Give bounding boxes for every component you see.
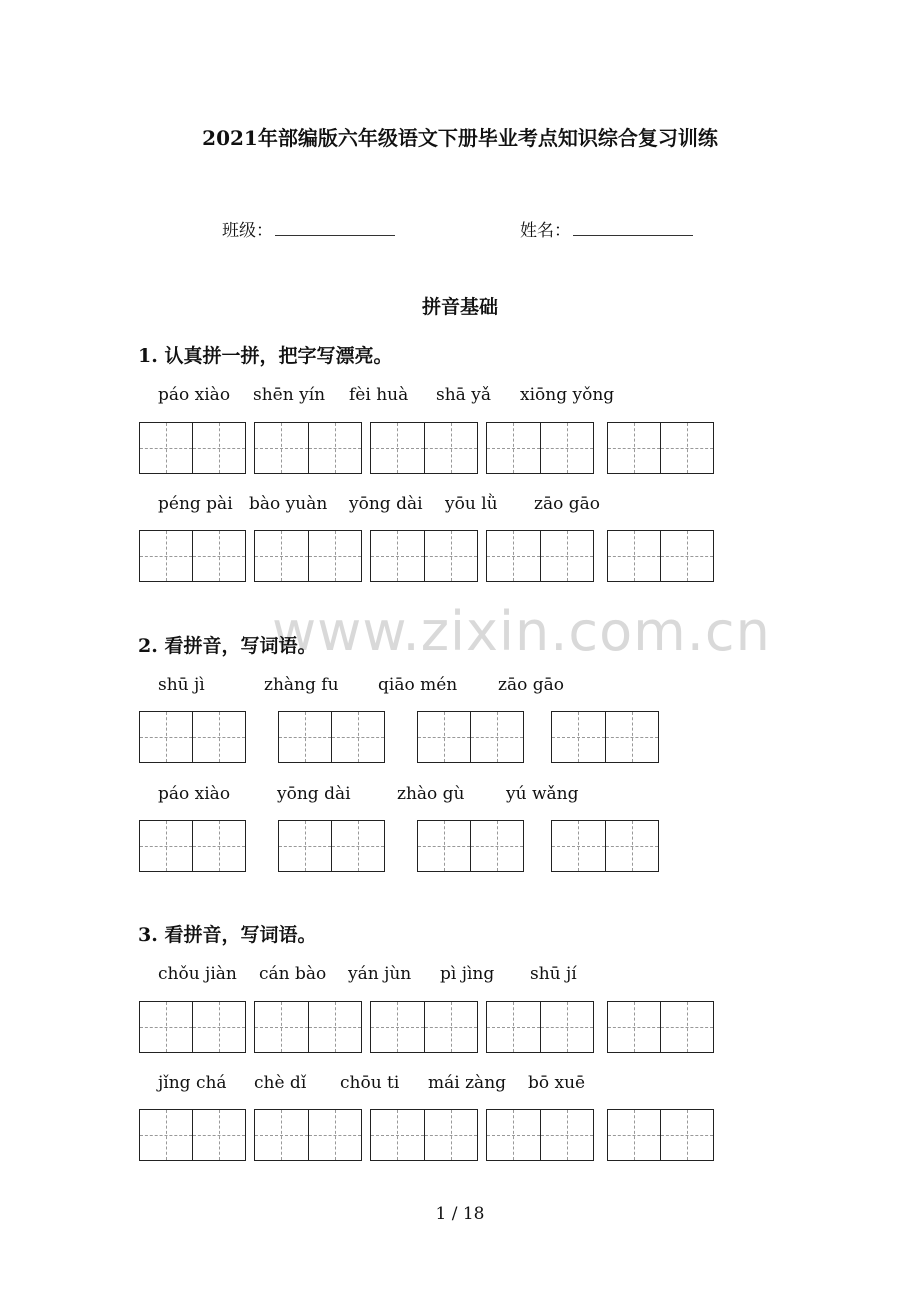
- name-label: 姓名：: [520, 221, 571, 241]
- writing-grid[interactable]: [607, 1109, 714, 1161]
- writing-grid[interactable]: [254, 530, 362, 582]
- writing-grid[interactable]: [254, 1109, 362, 1161]
- writing-grid[interactable]: [254, 1001, 362, 1053]
- pinyin-label: zāo gāo: [534, 494, 600, 514]
- pinyin-label: shū jí: [530, 964, 577, 984]
- writing-grid[interactable]: [417, 711, 524, 763]
- pinyin-label: shā yǎ: [436, 385, 491, 405]
- pinyin-label: jǐng chá: [158, 1073, 227, 1093]
- writing-grid[interactable]: [370, 1109, 478, 1161]
- pinyin-label: zāo gāo: [498, 675, 564, 695]
- pinyin-label: péng pài: [158, 494, 233, 514]
- class-label: 班级：: [222, 221, 273, 241]
- question-3-heading: 3. 看拼音，写词语。: [138, 924, 317, 946]
- pinyin-label: qiāo mén: [378, 675, 458, 695]
- writing-grid[interactable]: [139, 711, 246, 763]
- pinyin-label: yōng dài: [277, 784, 351, 804]
- pinyin-label: pì jìng: [440, 964, 495, 984]
- writing-grid[interactable]: [607, 530, 714, 582]
- writing-grid[interactable]: [486, 1109, 594, 1161]
- writing-grid[interactable]: [254, 422, 362, 474]
- pinyin-label: chǒu jiàn: [158, 964, 237, 984]
- pinyin-label: bào yuàn: [249, 494, 328, 514]
- writing-grid[interactable]: [607, 422, 714, 474]
- class-blank[interactable]: [275, 221, 395, 236]
- name-field: [520, 216, 693, 241]
- pinyin-label: yōu lǜ: [445, 494, 498, 514]
- pinyin-label: mái zàng: [428, 1073, 507, 1093]
- writing-grid[interactable]: [486, 530, 594, 582]
- writing-grid[interactable]: [278, 820, 385, 872]
- question-2-heading: 2. 看拼音，写词语。: [138, 635, 317, 657]
- writing-grid[interactable]: [139, 1001, 246, 1053]
- pinyin-label: yú wǎng: [506, 784, 579, 804]
- pinyin-label: yōng dài: [349, 494, 423, 514]
- pinyin-label: chè dǐ: [254, 1073, 307, 1093]
- writing-grid[interactable]: [607, 1001, 714, 1053]
- pinyin-label: shū jì: [158, 675, 205, 695]
- class-field: [222, 216, 395, 241]
- pinyin-label: fèi huà: [349, 385, 409, 405]
- writing-grid[interactable]: [551, 820, 659, 872]
- writing-grid[interactable]: [139, 1109, 246, 1161]
- writing-grid[interactable]: [417, 820, 524, 872]
- pinyin-label: shēn yín: [253, 385, 326, 405]
- pinyin-label: yán jùn: [348, 964, 412, 984]
- writing-grid[interactable]: [139, 820, 246, 872]
- writing-grid[interactable]: [370, 1001, 478, 1053]
- document-title: 2021年部编版六年级语文下册毕业考点知识综合复习训练: [202, 126, 718, 150]
- writing-grid[interactable]: [486, 422, 594, 474]
- pinyin-label: páo xiào: [158, 784, 231, 804]
- writing-grid[interactable]: [278, 711, 385, 763]
- writing-grid[interactable]: [551, 711, 659, 763]
- page-number: 1 / 18: [435, 1204, 485, 1224]
- writing-grid[interactable]: [139, 422, 246, 474]
- pinyin-label: xiōng yǒng: [520, 385, 615, 405]
- name-blank[interactable]: [573, 221, 693, 236]
- writing-grid[interactable]: [370, 530, 478, 582]
- pinyin-label: zhàng fu: [264, 675, 339, 695]
- section-title: 拼音基础: [421, 296, 498, 318]
- question-1-heading: 1. 认真拼一拼，把字写漂亮。: [138, 345, 393, 367]
- pinyin-label: bō xuē: [528, 1073, 586, 1093]
- writing-grid[interactable]: [486, 1001, 594, 1053]
- pinyin-label: zhào gù: [397, 784, 465, 804]
- pinyin-label: chōu ti: [340, 1073, 400, 1093]
- watermark: www.zixin.com.cn: [272, 600, 771, 663]
- pinyin-label: páo xiào: [158, 385, 231, 405]
- writing-grid[interactable]: [139, 530, 246, 582]
- writing-grid[interactable]: [370, 422, 478, 474]
- pinyin-label: cán bào: [259, 964, 327, 984]
